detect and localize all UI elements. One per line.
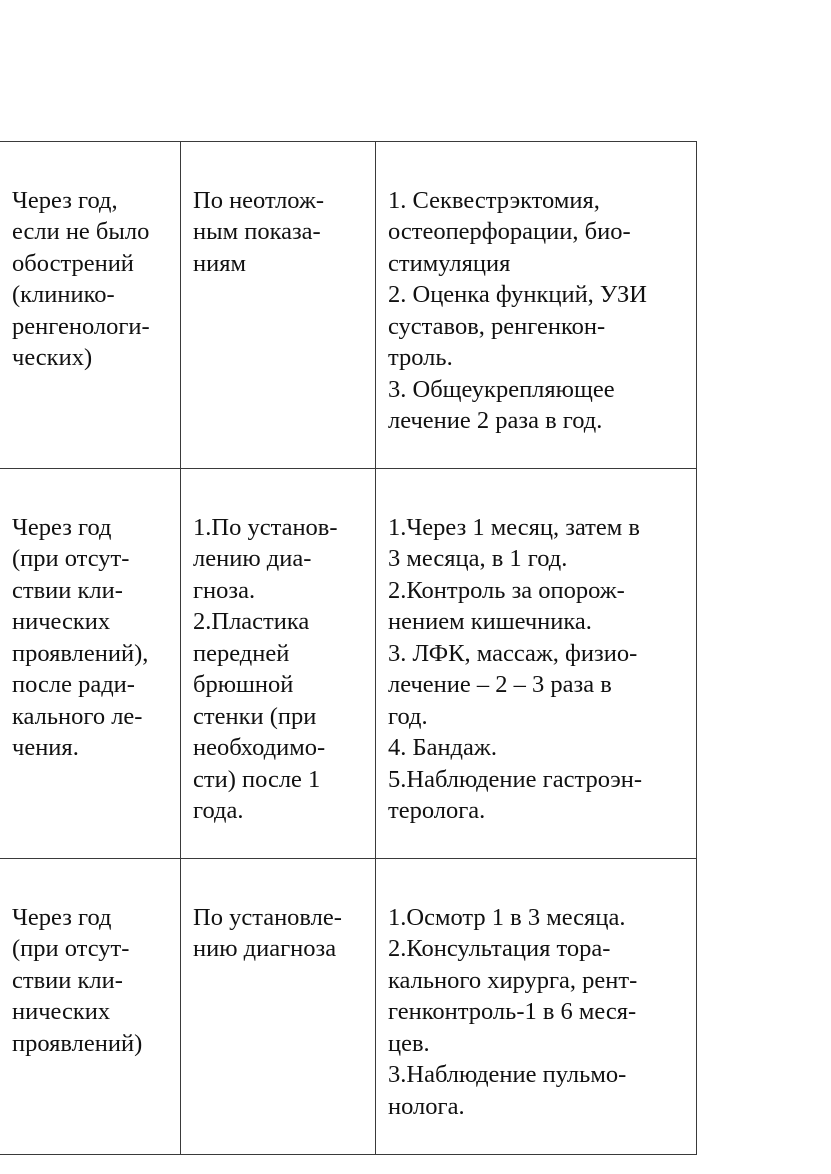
- table-cell-term: [0, 859, 181, 1155]
- cell-text: Через год, если не было обострений (клинико- ренгенологи- ческих): [12, 186, 150, 371]
- table-cell-term: [0, 142, 181, 469]
- table-cell-indication: [181, 469, 376, 859]
- cell-text: По неотлож- ным показа- ниям: [193, 186, 325, 277]
- table-cell-indication: [181, 142, 376, 469]
- table-row: [0, 859, 697, 1155]
- table-cell-measures: [376, 469, 697, 859]
- observation-table: [0, 141, 697, 1155]
- cell-text: 1.По установ- лению диа- гноза. 2.Пластика передней брюшной стенки (при необходимо- сти) после 1 года.: [193, 513, 338, 824]
- table-row: [0, 142, 697, 469]
- cell-text: 1.Через 1 месяц, затем в 3 месяца, в 1 год. 2.Контроль за опорож- нением кишечника. 3. ЛФК, массаж, физио- лечение – 2 – 3 раза в год. 4. Бандаж. 5.Наблюдение гастроэн- теролога.: [388, 513, 643, 824]
- cell-text: Через год (при отсут- ствии кли- нических проявлений): [12, 903, 143, 1057]
- table-cell-indication: [181, 859, 376, 1155]
- table-row: [0, 469, 697, 859]
- table-cell-measures: [376, 859, 697, 1155]
- cell-text: 1.Осмотр 1 в 3 месяца. 2.Консультация тора- кального хирурга, рент- генконтроль-1 в 6 меся- цев. 3.Наблюдение пульмо- нолога.: [388, 903, 638, 1120]
- cell-text: Через год (при отсут- ствии кли- нических проявлений), после ради- кального ле- чения.: [12, 513, 149, 761]
- table-cell-term: [0, 469, 181, 859]
- cell-text: По установле- нию диагноза: [193, 903, 342, 962]
- cell-text: 1. Секвестрэктомия, остеоперфорации, био- стимуляция 2. Оценка функций, УЗИ суставов, ренгенкон- троль. 3. Общеукрепляющее лечение 2 раза в год.: [388, 186, 647, 434]
- table-cell-measures: [376, 142, 697, 469]
